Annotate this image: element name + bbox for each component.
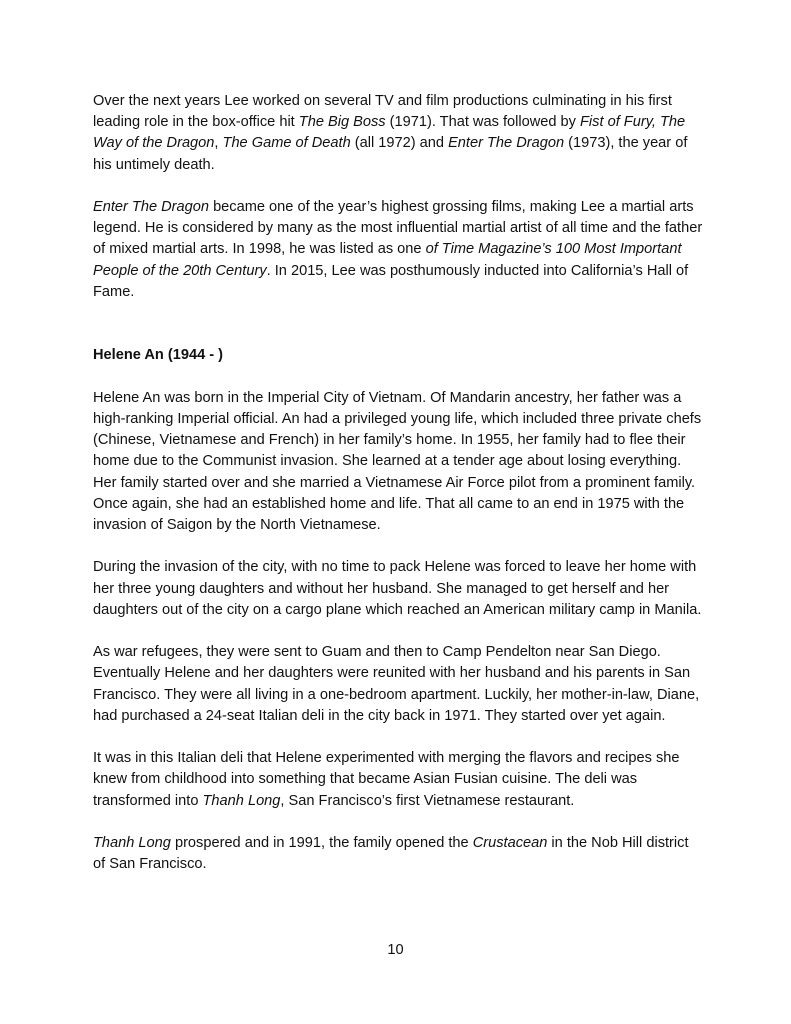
restaurant-name-crustacean: Crustacean [472, 835, 548, 851]
restaurant-name-thanh-long: Thanh Long [93, 835, 171, 851]
paragraph-spacer [93, 176, 703, 197]
paragraph-lee-films [93, 91, 703, 176]
text-run: Over the next years Lee worked on several TV and film productions culminating in his first leading role in the box-office hit [93, 93, 672, 131]
text-run: . In 2015, Lee was posthumously inducted into California’s Hall of Fame. [93, 262, 689, 300]
document-page [93, 91, 703, 875]
section-spacer [93, 303, 703, 345]
film-title-enter-the-dragon: Enter The Dragon [93, 199, 210, 215]
paragraph-spacer [93, 367, 703, 388]
text-run: became one of the year’s highest grossing films, making Lee a martial arts legend. He is considered by many as the most influential martial artist of all time and the father of mixed martial arts. In 1998, he was listed as one [93, 199, 703, 258]
restaurant-name-thanh-long: Thanh Long [202, 792, 281, 809]
paragraph-saigon-escape: During the invasion of the city, with no time to pack Helene was forced to leave her home with her three young daughters and without her husband. She managed to get herself and her daughters out of the city on a cargo plane which reached an American military camp in Manila. [93, 559, 702, 618]
time-magazine-list: of Time Magazine’s 100 Most Important People of the 20th Century [93, 241, 682, 279]
film-title-game-of-death: The Game of Death [222, 135, 351, 152]
paragraph-spacer [93, 812, 703, 833]
paragraph-spacer [93, 536, 703, 557]
film-title-fist-of-fury: Fist of Fury, The Way of the Dragon [93, 114, 686, 152]
text-run: It was in this Italian deli that Helene experimented with merging the flavors and recipes she knew from childhood into something that became Asian Fusian cuisine. The deli was transformed into [93, 750, 680, 809]
paragraph-lee-legacy [93, 197, 703, 303]
film-title-big-boss: The Big Boss [298, 114, 386, 131]
paragraph-refugees: As war refugees, they were sent to Guam and then to Camp Pendelton near San Diego. Eventually Helene and her daughters were reunited with her husband and his parents in San Francisco. They were all living in a one-bedroom apartment. Luckily, her mother-in-law, Diane, had purchased a 24-seat Italian deli in the city back in 1971. They started over yet again. [93, 644, 700, 724]
paragraph-spacer [93, 727, 703, 748]
paragraph-spacer [93, 621, 703, 642]
text-run: , San Francisco’s first Vietnamese restaurant. [280, 792, 575, 809]
page-number: 10 [387, 942, 404, 958]
text-run: (1971). That was followed by [385, 114, 581, 131]
text-run: , [214, 135, 223, 152]
film-title-enter-the-dragon: Enter The Dragon [448, 135, 565, 152]
text-run: (1973), the year of his untimely death. [93, 135, 688, 173]
paragraph-crustacean [93, 833, 703, 875]
text-run: in the Nob Hill district of San Francisco. [93, 835, 689, 873]
paragraph-italian-deli [93, 748, 703, 812]
paragraph-helene-early-life: Helene An was born in the Imperial City of Vietnam. Of Mandarin ancestry, her father was a high-ranking Imperial official. An had a privileged young life, which included three private chefs (Chinese, Vietnamese and French) in her family’s home. In 1955, her family had to flee their home due to the Communist invasion. She learned at a tender age about losing everything. Her family started over and she married a Vietnamese Air Force pilot from a prominent family. Once again, she had an established home and life. That all came to an end in 1975 with the invasion of Saigon by the North Vietnamese. [93, 389, 702, 534]
text-run: (all 1972) and [350, 135, 449, 152]
section-heading: Helene An (1944 - ) [93, 347, 224, 364]
text-run: prospered and in 1991, the family opened the [170, 835, 473, 851]
